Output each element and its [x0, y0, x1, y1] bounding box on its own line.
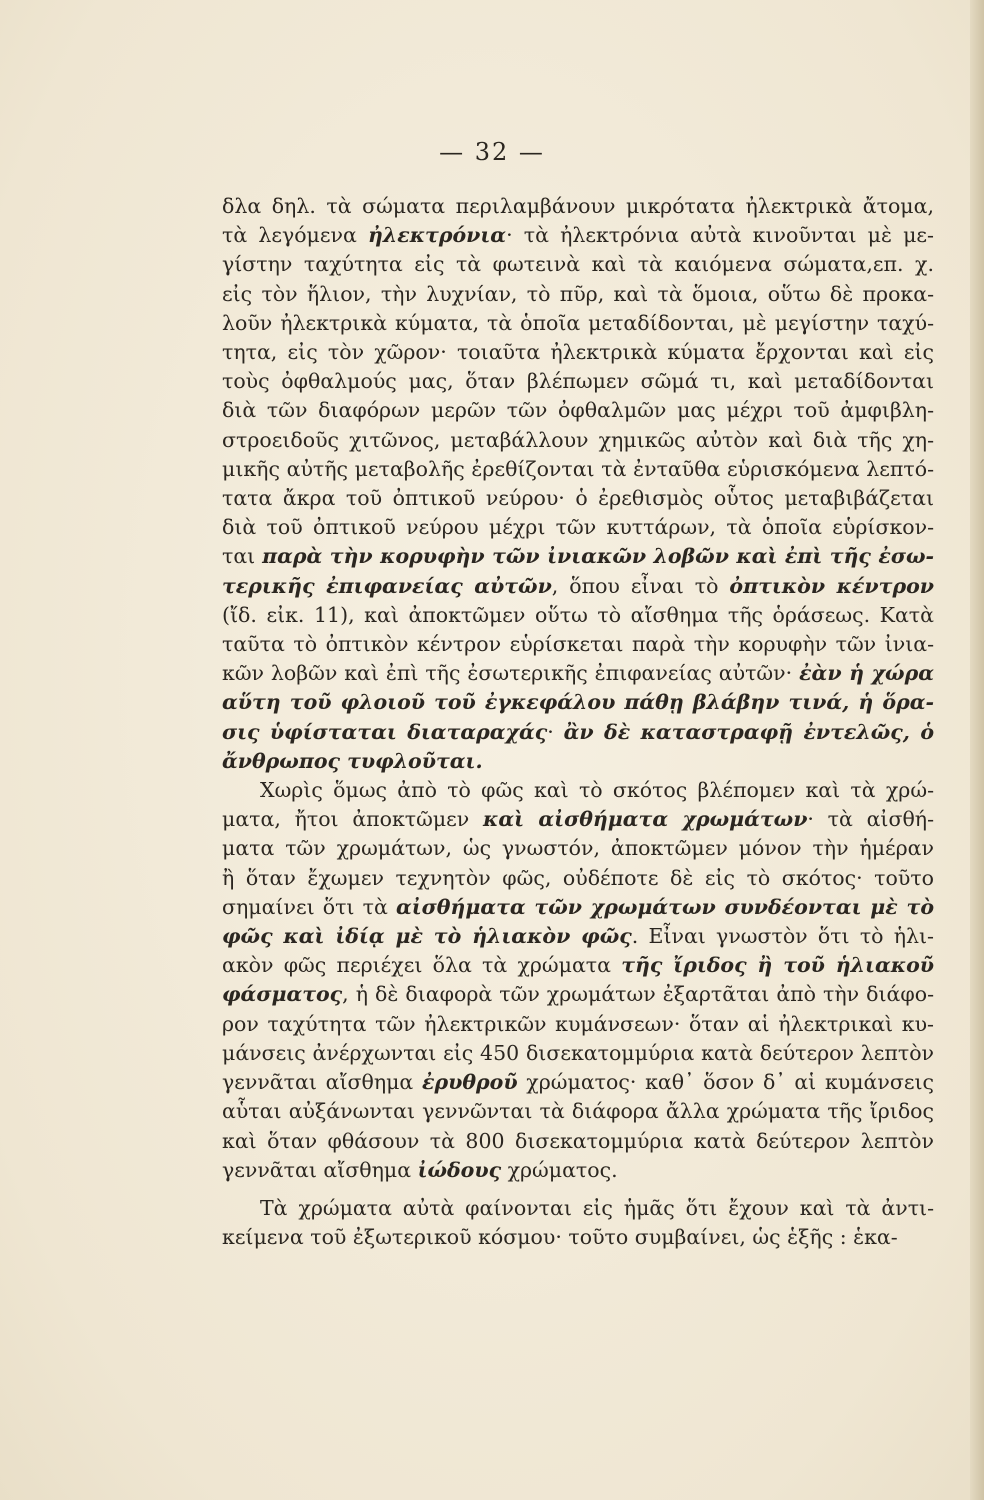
text-run: γεννᾶται αἴσθημα	[222, 1070, 423, 1095]
text-line	[222, 1223, 934, 1252]
emphasized-text: τερικῆς ἐπιφανείας αὐτῶν	[222, 573, 552, 598]
text-line	[222, 776, 934, 805]
text-run: ρον ταχύτητα τῶν ἠλεκτρικῶν κυμάνσεων· ὅταν αἱ ἠλεκτρικαὶ κυ-	[222, 1011, 934, 1036]
text-line	[222, 980, 934, 1009]
text-line	[222, 1194, 934, 1223]
emphasized-text: ἠλεκτρόνια	[367, 223, 507, 248]
text-run: τὰ λεγόμενα	[222, 223, 368, 248]
text-line	[222, 1156, 934, 1185]
text-run: μάνσεις ἀνέρχωνται εἰς 450 δισεκατομμύρια κατὰ δεύτερον λεπτὸν	[222, 1040, 934, 1065]
text-line	[222, 718, 934, 747]
text-run: αὗται αὐξάνωνται γεννῶνται τὰ διάφορα ἄλλα χρώματα τῆς ἴριδος	[222, 1099, 934, 1124]
emphasized-text: φῶς καὶ ἰδίᾳ μὲ τὸ ἡλιακὸν φῶς	[222, 924, 632, 949]
text-line	[222, 747, 934, 776]
text-run: διὰ τῶν διαφόρων μερῶν τῶν ὀφθαλμῶν μας μέχρι τοῦ ἀμφιβλη-	[222, 398, 934, 423]
text-line	[222, 951, 934, 980]
body-text	[222, 192, 934, 1252]
text-line	[222, 338, 934, 367]
text-line	[222, 192, 934, 221]
page-gutter-shadow	[970, 0, 984, 1500]
emphasized-text: ὀπτικὸν κέντρον	[729, 573, 934, 598]
text-line	[222, 922, 934, 951]
text-run: τατα ἄκρα τοῦ ὀπτικοῦ νεύρου· ὁ ἐρεθισμὸς οὗτος μεταβιβάζεται	[222, 486, 934, 511]
text-line	[222, 542, 934, 571]
page-number: — 32 —	[439, 138, 545, 166]
emphasized-text: ἰώδους	[417, 1157, 502, 1182]
paragraph-gap	[222, 1185, 934, 1194]
text-run: ματα τῶν χρωμάτων, ὡς γνωστόν, ἀποκτῶμεν μόνον τὴν ἡμέραν	[222, 836, 934, 861]
emphasized-text: αἰσθήματα τῶν χρωμάτων συνδέονται μὲ τὸ	[395, 894, 934, 919]
text-line	[222, 1127, 934, 1156]
text-run: (ἴδ. εἰκ. 11), καὶ ἀποκτῶμεν οὕτω τὸ αἴσθημα τῆς ὁράσεως. Κατὰ	[222, 602, 934, 627]
emphasized-text: ἄνθρωπος τυφλοῦται.	[222, 748, 483, 773]
text-line	[222, 280, 934, 309]
text-run: ματα, ἤτοι ἀποκτῶμεν	[222, 807, 483, 832]
text-run: σημαίνει ὅτι τὰ	[222, 894, 396, 919]
text-line	[222, 250, 934, 279]
emphasized-text: τῆς ἴριδος ἢ τοῦ ἡλιακοῦ	[621, 953, 934, 978]
text-line	[222, 572, 934, 601]
emphasized-text: αὕτη τοῦ φλοιοῦ τοῦ ἐγκεφάλου πάθῃ βλάβην τινά, ἡ ὅρα-	[222, 690, 934, 715]
text-line	[222, 659, 934, 688]
emphasized-text: σις ὑφίσταται διαταραχάς	[222, 719, 548, 744]
text-run: ακὸν φῶς περιέχει ὅλα τὰ χρώματα	[222, 953, 622, 978]
text-run: ·	[547, 719, 564, 744]
text-line	[222, 688, 934, 717]
text-line	[222, 1097, 934, 1126]
text-run: εἰς τὸν ἥλιον, τὴν λυχνίαν, τὸ πῦρ, καὶ τὰ ὅμοια, οὕτω δὲ προκα-	[222, 281, 934, 306]
text-run: ταῦτα τὸ ὀπτικὸν κέντρον εὑρίσκεται παρὰ τὴν κορυφὴν τῶν ἰνια-	[222, 632, 934, 657]
text-line	[222, 601, 934, 630]
text-run: κείμενα τοῦ ἐξωτερικοῦ κόσμου· τοῦτο συμβαίνει, ὡς ἑξῆς : ἑκα-	[222, 1225, 898, 1250]
text-run: μικῆς αὐτῆς μεταβολῆς ἐρεθίζονται τὰ ἐνταῦθα εὑρισκόμενα λεπτό-	[222, 456, 934, 481]
text-run: Χωρὶς ὅμως ἀπὸ τὸ φῶς καὶ τὸ σκότος βλέπομεν καὶ τὰ χρώ-	[260, 778, 934, 803]
text-line	[222, 396, 934, 425]
text-line	[222, 426, 934, 455]
text-run: λοῦν ἠλεκτρικὰ κύματα, τὰ ὁποῖα μεταδίδονται, μὲ μεγίστην ταχύ-	[222, 310, 934, 335]
text-run: . Εἶναι γνωστὸν ὅτι τὸ ἡλι-	[631, 924, 934, 949]
text-run: , ἡ δὲ διαφορὰ τῶν χρωμάτων ἐξαρτᾶται ἀπὸ τὴν διάφο-	[342, 982, 934, 1007]
text-run: γίστην ταχύτητα εἰς τὰ φωτεινὰ καὶ τὰ καιόμενα σώματα,επ. χ.	[222, 252, 934, 277]
text-line	[222, 1039, 934, 1068]
text-line	[222, 805, 934, 834]
text-line	[222, 367, 934, 396]
emphasized-text: ἂν δὲ καταστραφῇ ἐντελῶς, ὁ	[563, 719, 934, 744]
text-line	[222, 455, 934, 484]
emphasized-text: καὶ αἰσθήματα χρωμάτων	[482, 807, 808, 832]
text-run: γεννᾶται αἴσθημα	[222, 1157, 418, 1182]
text-run: ται	[222, 544, 263, 569]
text-line	[222, 630, 934, 659]
text-run: καὶ ὅταν φθάσουν τὰ 800 δισεκατομμύρια κατὰ δεύτερον λεπτὸν	[222, 1128, 934, 1153]
text-line	[222, 513, 934, 542]
text-line	[222, 221, 934, 250]
text-line	[222, 309, 934, 338]
text-run: , ὅπου εἶναι τὸ	[551, 573, 730, 598]
emphasized-text: φάσματος	[222, 982, 343, 1007]
text-run: κῶν λοβῶν καὶ ἐπὶ τῆς ἐσωτερικῆς ἐπιφανείας αὐτῶν·	[222, 661, 800, 686]
text-run: τητα, εἰς τὸν χῶρον· τοιαῦτα ἠλεκτρικὰ κύματα ἔρχονται καὶ εἰς	[222, 340, 934, 365]
text-run: δλα δηλ. τὰ σώματα περιλαμβάνουν μικρότατα ἠλεκτρικὰ ἄτομα,	[222, 194, 934, 218]
text-run: χρώματος.	[501, 1157, 618, 1182]
text-line	[222, 893, 934, 922]
text-line	[222, 484, 934, 513]
text-run: · τὰ ἠλεκτρόνια αὐτὰ κινοῦνται μὲ με-	[506, 223, 934, 248]
text-line	[222, 1068, 934, 1097]
text-run: χρώματος· καθ᾽ ὅσον δ᾽ αἱ κυμάνσεις	[517, 1070, 934, 1095]
emphasized-text: ἐρυθροῦ	[422, 1070, 518, 1095]
emphasized-text: παρὰ τὴν κορυφὴν τῶν ἰνιακῶν λοβῶν καὶ ἐπὶ τῆς ἐσω-	[262, 544, 934, 569]
text-line	[222, 864, 934, 893]
emphasized-text: ἐὰν ἡ χώρα	[799, 661, 934, 686]
text-run: διὰ τοῦ ὀπτικοῦ νεύρου μέχρι τῶν κυττάρων, τὰ ὁποῖα εὑρίσκον-	[222, 515, 934, 540]
text-run: τοὺς ὀφθαλμούς μας, ὅταν βλέπωμεν σῶμά τι, καὶ μεταδίδονται	[222, 369, 934, 394]
text-line	[222, 834, 934, 863]
text-run: στροειδοῦς χιτῶνος, μεταβάλλουν χημικῶς αὐτὸν καὶ διὰ τῆς χη-	[222, 427, 934, 452]
text-run: Τὰ χρώματα αὐτὰ φαίνονται εἰς ἡμᾶς ὅτι ἔχουν καὶ τὰ ἀντι-	[260, 1195, 934, 1220]
text-run: · τὰ αἰσθή-	[807, 807, 934, 832]
text-line	[222, 1010, 934, 1039]
text-run: ἢ ὅταν ἔχωμεν τεχνητὸν φῶς, οὐδέποτε δὲ εἰς τὸ σκότος· τοῦτο	[222, 865, 934, 890]
